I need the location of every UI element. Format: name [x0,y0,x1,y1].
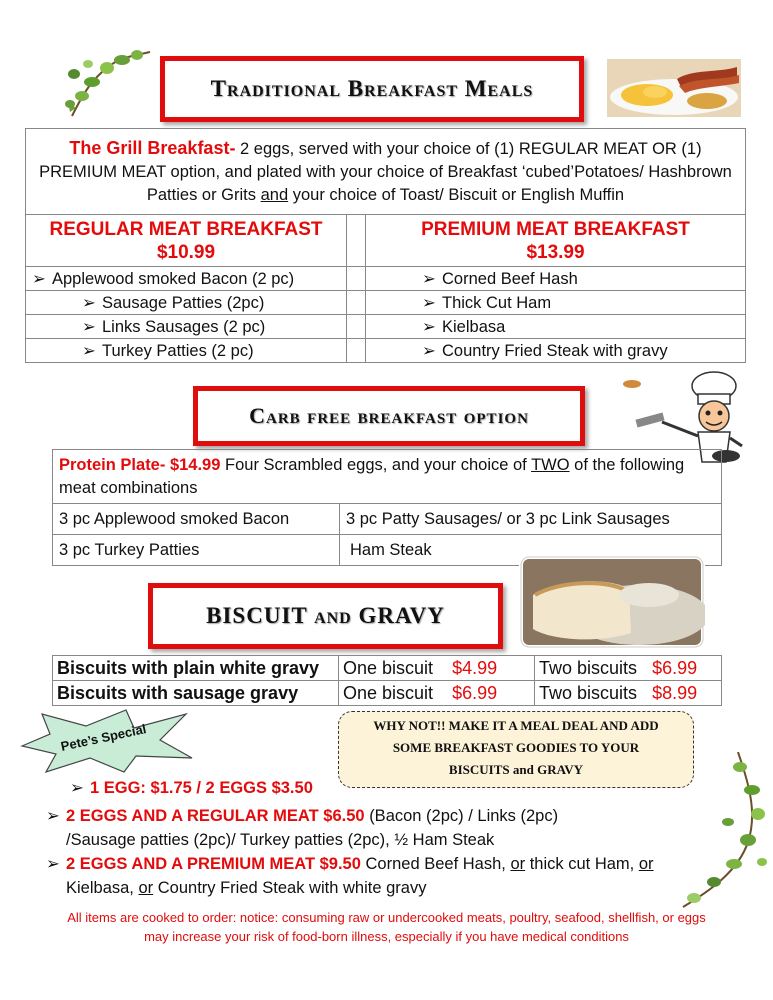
grill-and: and [260,185,289,204]
arrow-bullet-icon: ➢ [422,317,436,336]
deal-line-3: BISCUITS and GRAVY [448,762,584,777]
premium-meat-special: ➢ 2 EGGS AND A PREMIUM MEAT $9.50 Corned Beef Hash, or thick cut Ham, or Kielbasa, or Country Fried Steak with white gravy [46,852,686,900]
meat-row [26,267,746,291]
protein-plate-description [53,450,722,504]
protein-option-cell: 3 pc Applewood smoked Bacon [53,504,340,535]
premium-meat-item: ➢ Kielbasa [366,315,746,339]
food-safety-line-2: may increase your risk of food-born illness, especially if you have medical conditions [144,929,629,944]
grill-breakfast-name: The Grill Breakfast- [69,137,236,158]
petes-special-label: Pete’s Special [59,721,148,754]
meal-deal-callout [338,711,694,788]
regular-meat-header [26,215,347,267]
protein-option-cell: 3 pc Turkey Patties [53,535,340,566]
biscuit-row [53,656,722,681]
regular-meat-item: ➢ Turkey Patties (2 pc) [26,339,347,363]
deal-line-1: WHY NOT!! MAKE IT A MEAL DEAL AND ADD [373,718,659,733]
two-biscuits-cell: Two biscuits $6.99 [535,656,722,681]
breakfast-plate-photo [607,59,741,117]
two-biscuits-cell: Two biscuits $8.99 [535,681,722,706]
arrow-bullet-icon: ➢ [422,269,436,288]
food-safety-notice [0,908,773,946]
grill-description-end: your choice of Toast/ Biscuit or English Muffin [292,185,625,204]
premium-meat-special-line2: Kielbasa, or Country Fried Steak with white gravy [66,879,427,897]
premium-meat-item: ➢ Country Fried Steak with gravy [366,339,746,363]
meat-row [26,291,746,315]
arrow-bullet-icon: ➢ [82,341,96,360]
grill-breakfast-table [25,128,746,363]
ivy-vine-top-left [62,46,154,122]
meat-row [26,315,746,339]
regular-meat-special-line2: /Sausage patties (2pc)/ Turkey patties (2pc), ½ Ham Steak [66,831,495,849]
arrow-bullet-icon: ➢ [82,317,96,336]
biscuit-price-table [52,655,722,706]
premium-meat-item: ➢ Thick Cut Ham [366,291,746,315]
biscuit-row [53,681,722,706]
arrow-bullet-icon: ➢ [82,293,96,312]
petes-special-badge [16,706,196,776]
egg-special-line: ➢ 1 EGG: $1.75 / 2 EGGS $3.50 [70,779,313,797]
arrow-bullet-icon: ➢ [422,341,436,360]
premium-meat-header [366,215,746,267]
grill-description-cell [26,129,746,215]
arrow-bullet-icon: ➢ [46,855,60,873]
protein-desc-b: of the following meat combinations [59,455,685,497]
biscuit-name: Biscuits with plain white gravy [53,656,339,681]
biscuit-gravy-title: BISCUIT and GRAVY [148,583,503,649]
deal-line-2: SOME BREAKFAST GOODIES TO YOUR [392,740,640,755]
carb-free-title: Carb free breakfast option [193,386,585,446]
one-biscuit-cell: One biscuit $4.99 [339,656,535,681]
arrow-bullet-icon: ➢ [46,807,60,825]
food-safety-line-1: All items are cooked to order: notice: consuming raw or undercooked meats, poultry, seafood, shellfish, or eggs [67,910,706,925]
regular-meat-special: ➢ 2 EGGS AND A REGULAR MEAT $6.50 (Bacon (2pc) / Links (2pc) /Sausage patties (2pc)/ Turkey patties (2pc), ½ Ham Steak [46,804,686,852]
protein-two: TWO [531,455,570,474]
meat-row [26,339,746,363]
arrow-bullet-icon: ➢ [70,779,84,797]
arrow-bullet-icon: ➢ [422,293,436,312]
premium-meat-heading: PREMIUM MEAT BREAKFAST [421,218,690,240]
protein-option-cell: Ham Steak [340,535,722,566]
protein-desc-a: Four Scrambled eggs, and your choice of [225,455,527,474]
grill-description: 2 eggs, served with your choice of (1) REGULAR MEAT OR (1) PREMIUM MEAT option, and plated with your choice of Breakfast ‘cubed’Potatoes/ Hashbrown Patties or Grits [39,139,732,204]
regular-meat-item: ➢ Sausage Patties (2pc) [26,291,347,315]
regular-meat-heading: REGULAR MEAT BREAKFAST [49,218,323,240]
regular-meat-item: ➢ Applewood smoked Bacon (2 pc) [26,267,347,291]
protein-option-cell: 3 pc Patty Sausages/ or 3 pc Link Sausages [340,504,722,535]
protein-plate-name: Protein Plate- $14.99 [59,455,221,474]
biscuit-name: Biscuits with sausage gravy [53,681,339,706]
arrow-bullet-icon: ➢ [32,269,46,288]
one-biscuit-cell: One biscuit $6.99 [339,681,535,706]
traditional-breakfast-title: Traditional Breakfast Meals [160,56,584,122]
regular-meat-price: $10.99 [156,241,216,263]
regular-meat-item: ➢ Links Sausages (2 pc) [26,315,347,339]
biscuit-gravy-photo [519,555,705,649]
premium-meat-item: ➢ Corned Beef Hash [366,267,746,291]
protein-plate-table [52,449,722,566]
premium-meat-price: $13.99 [526,241,585,263]
